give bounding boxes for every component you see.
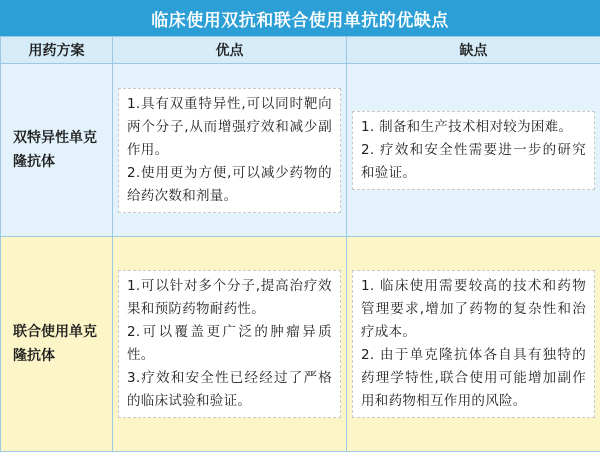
pros-item: 2.使用更为方便,可以减少药物的给药次数和剂量。: [127, 164, 332, 204]
pros-item: 2.可以覆盖更广泛的肿瘤异质性。: [127, 324, 332, 363]
pros-box: [118, 270, 341, 418]
pros-item: 3.疗效和安全性已经经过了严格的临床试验和验证。: [127, 370, 332, 409]
row-label-bispecific: 双特异性单克隆抗体: [1, 64, 113, 237]
cons-item: 2. 疗效和安全性需要进一步的研究和验证。: [361, 141, 586, 181]
header-pros: 优点: [113, 37, 347, 64]
table-row: [1, 237, 600, 452]
pros-cell: [113, 64, 347, 237]
cons-item: 1. 制备和生产技术相对较为困难。: [361, 118, 573, 135]
cons-cell: [347, 64, 600, 237]
table-title: 临床使用双抗和联合使用单抗的优缺点: [0, 0, 600, 36]
pros-item: 1.可以针对多个分子,提高治疗效果和预防药物耐药性。: [127, 278, 332, 317]
cons-item: 1. 临床使用需要较高的技术和药物管理要求,增加了药物的复杂性和治疗成本。: [361, 278, 586, 340]
cons-box: [352, 111, 595, 190]
cons-box: [352, 270, 595, 418]
comparison-table: [0, 36, 600, 452]
row-label-combination: 联合使用单克隆抗体: [1, 237, 113, 452]
pros-item: 1.具有双重特异性,可以同时靶向两个分子,从而增强疗效和减少副作用。: [127, 95, 332, 158]
header-cons: 缺点: [347, 37, 600, 64]
cons-cell: [347, 237, 600, 452]
table-row: [1, 64, 600, 237]
cons-item: 2. 由于单克隆抗体各自具有独特的药理学特性,联合使用可能增加副作用和药物相互作用的风险。: [361, 347, 586, 409]
pros-cell: [113, 237, 347, 452]
header-row: [1, 37, 600, 64]
header-scheme: 用药方案: [1, 37, 113, 64]
pros-box: [118, 88, 341, 213]
